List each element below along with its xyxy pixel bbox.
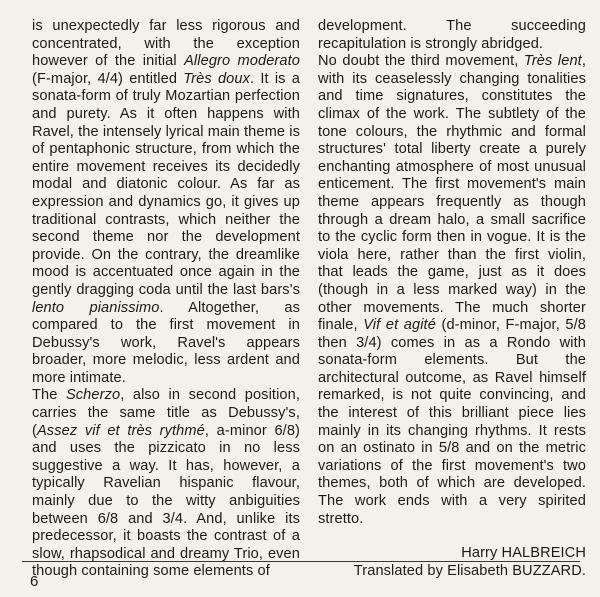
- author-name: Harry HALBREICH: [461, 545, 586, 562]
- translator-credit: Translated by Elisabeth BUZZARD.: [353, 562, 586, 579]
- right-column: [318, 18, 586, 580]
- footer-rule: [22, 561, 580, 562]
- right-paragraph-2: No doubt the third movement, Très lent, with its ceaselessly changing tonalities and time signatures, constitutes the climax of the work. The subtlety of the tone colours, the rhythmic and formal structures' total liberty create a purely enchanting atmosphere of most unusual enticement. The first movement's main theme appears frequently as though through a dream halo, a small sacrifice to the cyclic form then in vogue. It is the viola here, rather than the first violin, that leads the game, just as it does (though in a less marked way) in the other movements. The much shorter finale, Vif et agité (d-minor, F-major, 5/8 then 3/4) comes in as a Rondo with sonata-form elements. But the architectural outcome, as Ravel himself remarked, is not quite convincing, and the interest of this brilliant piece lies mainly in its changing rhythms. It rests on an ostinato in 5/8 and on the metric variations of the first movement's two themes, both of which are developed. The work ends with a very spirited stretto.: [318, 53, 586, 527]
- left-column: [32, 18, 300, 581]
- page-number: 6: [30, 573, 39, 590]
- right-paragraph-1: development. The succeeding recapitulation is strongly abridged.: [318, 18, 586, 52]
- credits: [318, 545, 586, 580]
- left-paragraph-1: is unexpectedly far less rigorous and concentrated, with the exception however of the initial Allegro moderato (F-major, 4/4) entitled Très doux. It is a sonata-form of truly Mozartian perfection and purety. As it often happens with Ravel, the intensely lyrical main theme is of pentaphonic structure, from which the entire movement receives its decidedly modal and diatonic colour. As far as expression and dynamics go, it gives up traditional contrasts, which neither the second theme nor the development provide. On the contrary, the dreamlike mood is accentuated once again in the gently dragging coda until the last bars's lento pianissimo. Altogether, as compared to the first movement in Debussy's work, Ravel's appears broader, more melodic, less ardent and more intimate.: [32, 18, 300, 386]
- left-paragraph-2: The Scherzo, also in second position, carries the same title as Debussy's, (Assez vif et très rythmé, a-minor 6/8) and uses the pizzicato in no less suggestive a way. It has, however, a typically Ravelian hispanic flavour, mainly due to the witty anbiguities between 6/8 and 3/4. And, unlike its predecessor, it boasts the contrast of a slow, rhapsodical and dreamy Trio, even though containing some elements of: [32, 387, 300, 580]
